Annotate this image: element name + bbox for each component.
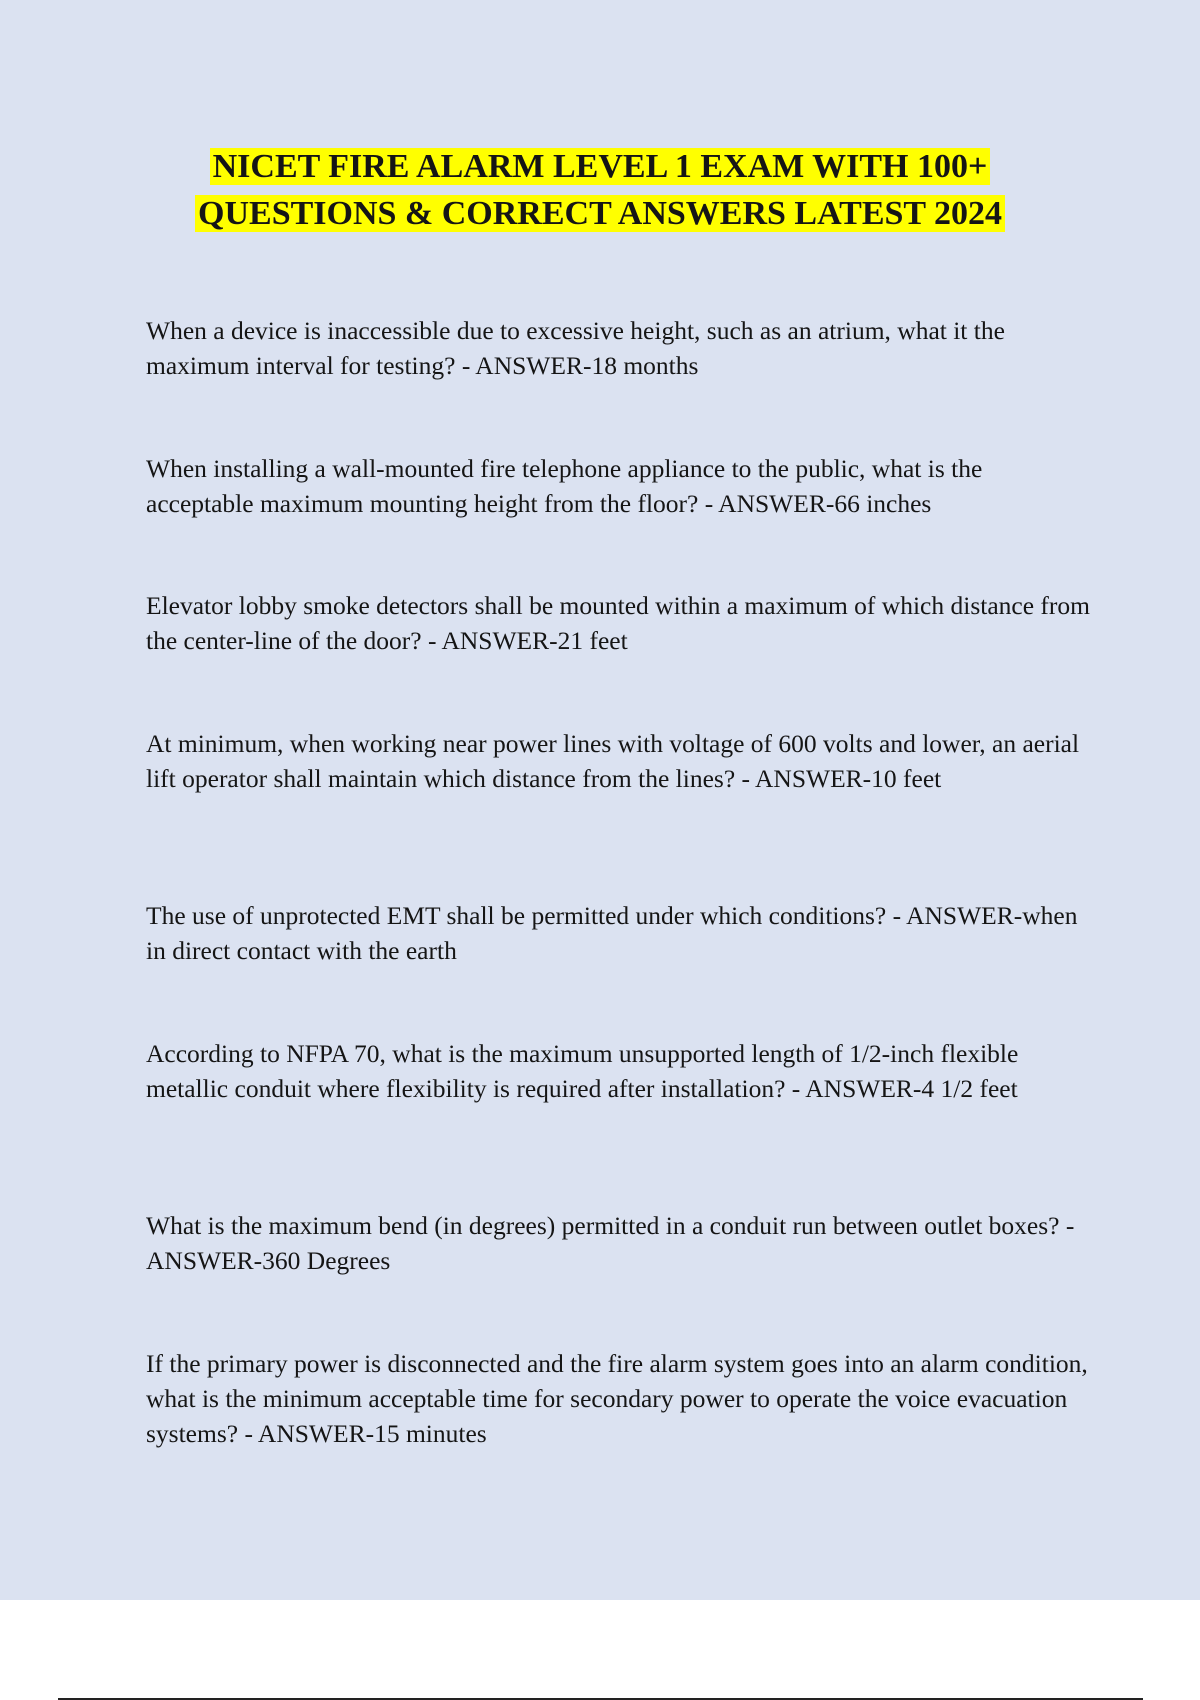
- document-title: [0, 143, 1200, 237]
- question-answer-item: If the primary power is disconnected and the fire alarm system goes into an alarm condition, what is the minimum acceptable time for secondary power to operate the voice evacuation systems? - ANSWER-15 minutes: [146, 1349, 1088, 1448]
- title-heading: [0, 143, 1200, 237]
- title-line-1: NICET FIRE ALARM LEVEL 1 EXAM WITH 100+: [210, 148, 991, 185]
- question-answer-item: According to NFPA 70, what is the maximum unsupported length of 1/2-inch flexible metallic conduit where flexibility is required after installation? - ANSWER-4 1/2 feet: [146, 1039, 1019, 1103]
- question-answer-item: Elevator lobby smoke detectors shall be mounted within a maximum of which distance from the center-line of the door? - ANSWER-21 feet: [146, 591, 1090, 655]
- question-answer-item: At minimum, when working near power lines with voltage of 600 volts and lower, an aerial lift operator shall maintain which distance from the lines? - ANSWER-10 feet: [146, 729, 1080, 793]
- question-answer-item: What is the maximum bend (in degrees) permitted in a conduit run between outlet boxes? - ANSWER-360 Degrees: [146, 1211, 1075, 1275]
- question-answer-item: The use of unprotected EMT shall be permitted under which conditions? - ANSWER-when in direct contact with the earth: [146, 901, 1078, 965]
- question-answer-item: When installing a wall-mounted fire telephone appliance to the public, what is the acceptable maximum mounting height from the floor? - ANSWER-66 inches: [146, 454, 983, 518]
- question-answer-item: When a device is inaccessible due to excessive height, such as an atrium, what it the maximum interval for testing? - ANSWER-18 months: [146, 316, 1005, 380]
- title-line-2: QUESTIONS & CORRECT ANSWERS LATEST 2024: [195, 195, 1005, 232]
